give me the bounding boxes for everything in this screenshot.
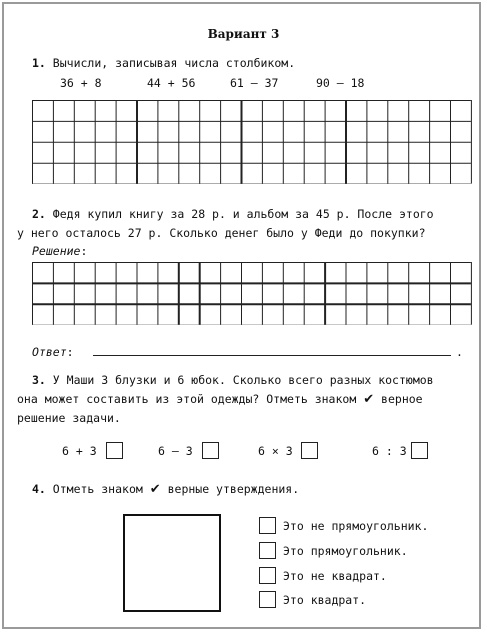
answer-label: Ответ: [32, 345, 67, 359]
statement-4-checkbox[interactable]: [259, 591, 276, 608]
task4-text-a: Отметь знаком: [52, 482, 143, 496]
answer-end: .: [456, 345, 463, 359]
answer-colon: :: [66, 345, 74, 359]
task4-heading: [32, 482, 299, 497]
task3-number: 3.: [32, 373, 46, 387]
page-title: Вариант 3: [207, 27, 280, 41]
task3-option-3-checkbox[interactable]: [301, 442, 318, 459]
task1-heading: [32, 56, 295, 70]
statement-3-checkbox[interactable]: [259, 567, 276, 584]
task3-line-2: [17, 392, 423, 407]
statement-3: Это не квадрат.: [283, 569, 387, 583]
task4-text-b: верные утверждения.: [167, 482, 300, 496]
task1-expr-1: 36 + 8: [60, 76, 102, 90]
task3-option-2-checkbox[interactable]: [202, 442, 219, 459]
task2-grid: [32, 262, 474, 325]
checkmark-icon: ✔: [363, 392, 375, 407]
task3-text-2a: она может составить из этой одежды? Отметь знаком: [17, 392, 357, 406]
statement-2: Это прямоугольник.: [283, 544, 408, 558]
task2-text-1: Федя купил книгу за 28 р. и альбом за 45 р. После этого: [52, 207, 434, 221]
square-figure: [123, 514, 221, 612]
statement-4: Это квадрат.: [283, 593, 367, 607]
task3-option-1-label: 6 + 3: [62, 444, 97, 458]
statement-1-checkbox[interactable]: [259, 517, 276, 534]
task2-line-1: [32, 207, 434, 221]
statement-1: Это не прямоугольник.: [283, 519, 429, 533]
statement-2-checkbox[interactable]: [259, 542, 276, 559]
task3-option-3-label: 6 × 3: [258, 444, 293, 458]
task4-number: 4.: [32, 482, 46, 496]
task2-text-2: у него осталось 27 р. Сколько денег было у Феди до покупки?: [17, 226, 426, 240]
checkmark-icon: ✔: [149, 482, 161, 497]
task3-option-2-label: 6 – 3: [158, 444, 193, 458]
task3-text-2b: верное: [381, 392, 423, 406]
task1-expr-3: 61 – 37: [230, 76, 279, 90]
task3-option-1-checkbox[interactable]: [106, 442, 123, 459]
answer-line[interactable]: [93, 355, 451, 356]
solution-colon: :: [80, 244, 88, 258]
task2-number: 2.: [32, 207, 46, 221]
task1-expr-2: 44 + 56: [147, 76, 196, 90]
task3-line-1: [32, 373, 434, 387]
task3-text-1: У Маши 3 блузки и 6 юбок. Сколько всего разных костюмов: [52, 373, 434, 387]
task3-option-4-label: 6 : 3: [372, 444, 407, 458]
task3-text-3: решение задачи.: [17, 411, 121, 425]
task3-option-4-checkbox[interactable]: [411, 442, 428, 459]
answer-label-row: [32, 345, 74, 359]
task1-expr-4: 90 – 18: [316, 76, 365, 90]
task1-number: 1.: [32, 56, 46, 70]
task1-grid: [32, 100, 474, 184]
task1-grid-svg: [32, 100, 474, 184]
task2-solution: [32, 244, 87, 258]
task1-text: Вычисли, записывая числа столбиком.: [52, 56, 296, 70]
task2-grid-svg: [32, 262, 474, 325]
solution-label: Решение: [32, 244, 81, 258]
